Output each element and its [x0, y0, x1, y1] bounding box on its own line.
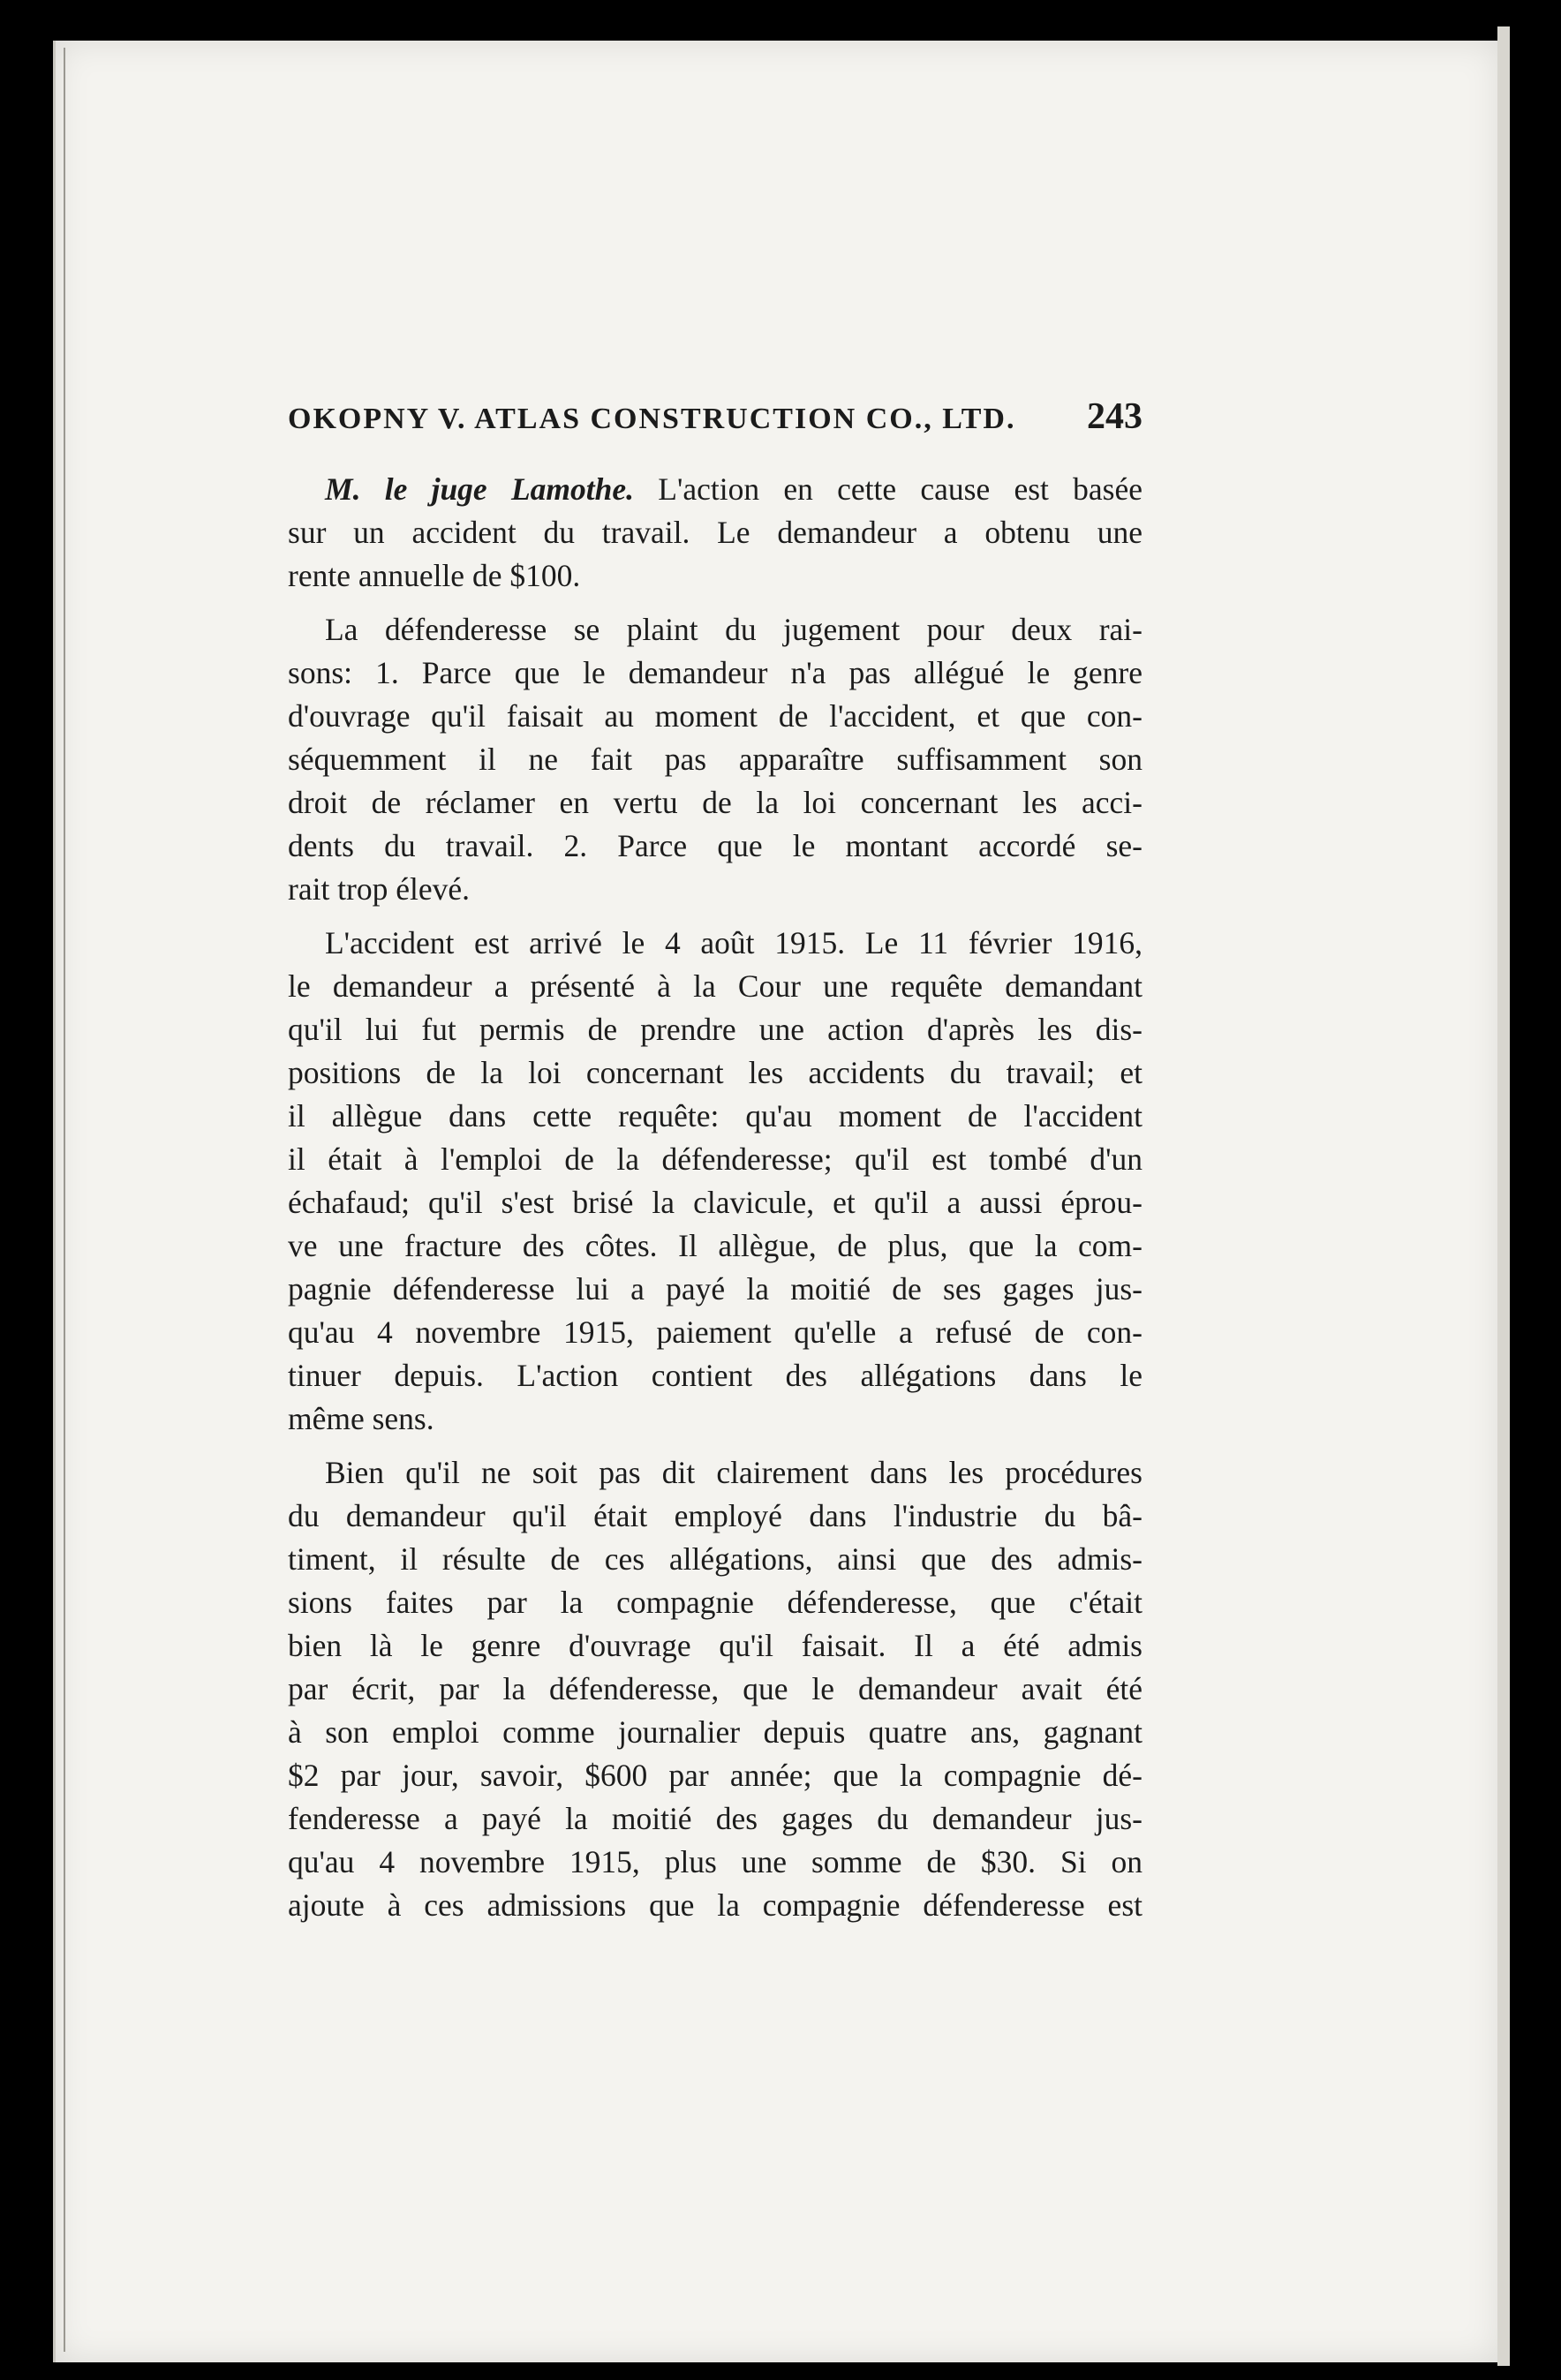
text-line: rait trop élevé. — [288, 871, 470, 907]
paragraph-2 — [288, 608, 1142, 911]
text-line: tinuer depuis. L'action contient des allégations dans le — [288, 1358, 1142, 1393]
text-line: sons: 1. Parce que le demandeur n'a pas allégué le genre — [288, 655, 1142, 690]
text-line: ajoute à ces admissions que la compagnie défenderesse est — [288, 1887, 1142, 1923]
text-line: il allègue dans cette requête: qu'au moment de l'accident — [288, 1098, 1142, 1134]
running-title: OKOPNY V. ATLAS CONSTRUCTION CO., LTD. — [288, 403, 1016, 435]
paragraph-1 — [288, 468, 1142, 598]
text-line: échafaud; qu'il s'est brisé la clavicule, et qu'il a aussi éprou- — [288, 1185, 1142, 1220]
text-line: Bien qu'il ne soit pas dit clairement dans les procédures — [325, 1455, 1142, 1490]
page-edge — [1497, 26, 1510, 2366]
text-line: sions faites par la compagnie défenderesse, que c'était — [288, 1585, 1142, 1620]
binding-edge — [64, 48, 65, 2352]
text-line: $2 par jour, savoir, $600 par année; que la compagnie dé- — [288, 1758, 1142, 1793]
text-line: qu'il lui fut permis de prendre une action d'après les dis- — [288, 1012, 1142, 1047]
text-line: timent, il résulte de ces allégations, ainsi que des admis- — [288, 1541, 1142, 1577]
text-line: sur un accident du travail. Le demandeur a obtenu une — [288, 515, 1142, 550]
text-line: qu'au 4 novembre 1915, paiement qu'elle a refusé de con- — [288, 1314, 1142, 1350]
running-head — [288, 395, 1142, 438]
text-line: d'ouvrage qu'il faisait au moment de l'accident, et que con- — [288, 698, 1142, 734]
text-line: rente annuelle de $100. — [288, 558, 581, 593]
text-line: dents du travail. 2. Parce que le montant accordé se- — [288, 828, 1142, 863]
text-line: par écrit, par la défenderesse, que le demandeur avait été — [288, 1671, 1142, 1706]
text-line: L'accident est arrivé le 4 août 1915. Le 11 février 1916, — [325, 925, 1142, 960]
text-line: fenderesse a payé la moitié des gages du demandeur jus- — [288, 1801, 1142, 1836]
page-number: 243 — [1087, 396, 1142, 437]
text-line: positions de la loi concernant les accidents du travail; et — [288, 1055, 1142, 1090]
body-text — [288, 468, 1142, 1938]
text-line: séquemment il ne fait pas apparaître suffisamment son — [288, 742, 1142, 777]
text-line: il était à l'emploi de la défenderesse; qu'il est tombé d'un — [288, 1141, 1142, 1177]
text-line: droit de réclamer en vertu de la loi concernant les acci- — [288, 785, 1142, 820]
text-line: même sens. — [288, 1401, 434, 1436]
text-line: ve une fracture des côtes. Il allègue, de plus, que la com- — [288, 1228, 1142, 1263]
paragraph-3 — [288, 922, 1142, 1441]
text-line: bien là le genre d'ouvrage qu'il faisait. Il a été admis — [288, 1628, 1142, 1663]
text-line: à son emploi comme journalier depuis quatre ans, gagnant — [288, 1714, 1142, 1750]
text-line: pagnie défenderesse lui a payé la moitié de ses gages jus- — [288, 1271, 1142, 1307]
text-line: du demandeur qu'il était employé dans l'industrie du bâ- — [288, 1498, 1142, 1533]
text-line: M. le juge Lamothe. L'action en cette cause est basée — [325, 471, 1142, 507]
text-line: le demandeur a présenté à la Cour une requête demandant — [288, 968, 1142, 1004]
text-line: La défenderesse se plaint du jugement pour deux rai- — [325, 612, 1142, 647]
text-line: qu'au 4 novembre 1915, plus une somme de $30. Si on — [288, 1844, 1142, 1879]
judge-name: M. le juge Lamothe. — [325, 471, 634, 507]
paragraph-4 — [288, 1451, 1142, 1927]
